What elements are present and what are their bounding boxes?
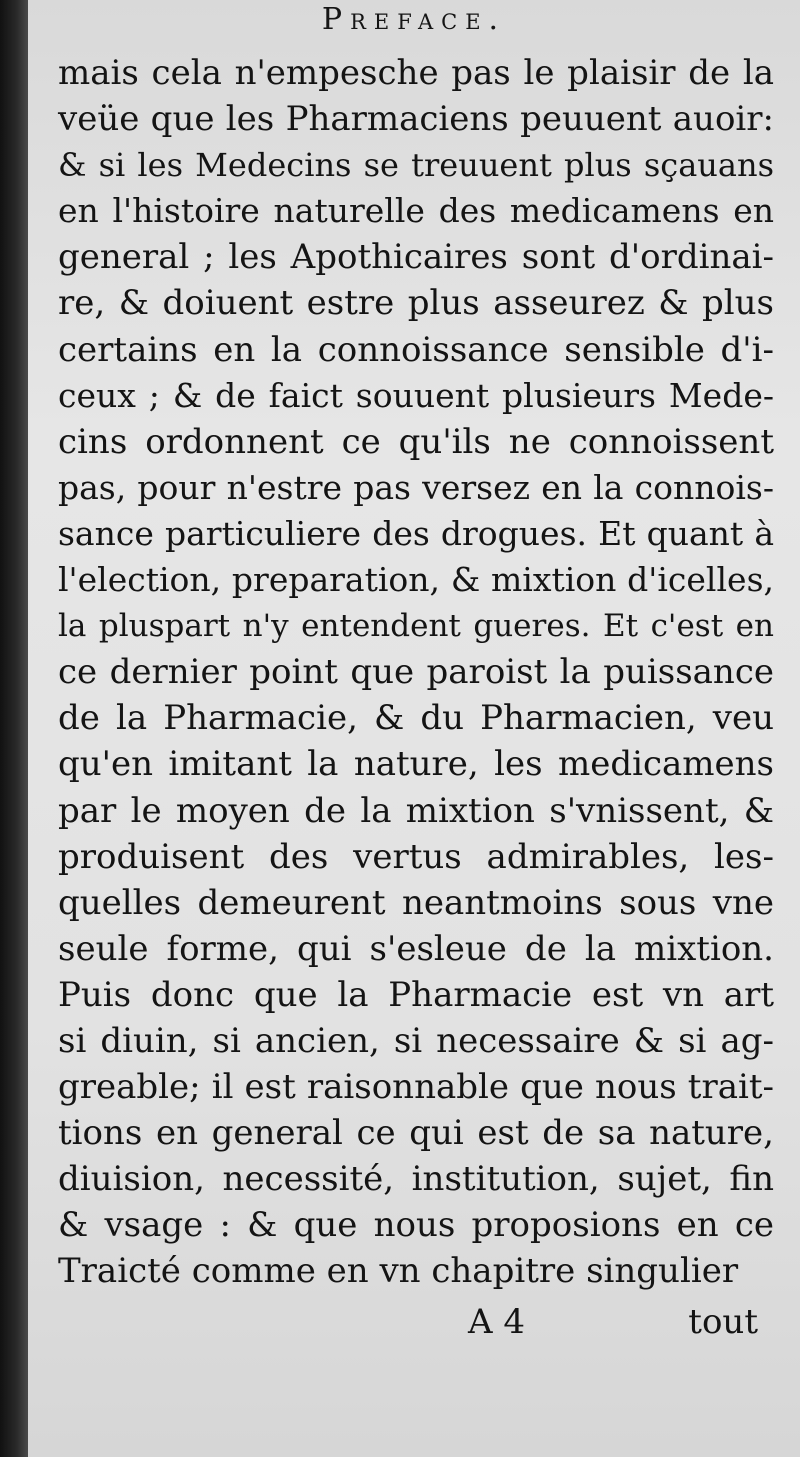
text-line: par le moyen de la mixtion s'vnissent, & bbox=[58, 790, 774, 831]
signature-mark: A 4 bbox=[468, 1302, 525, 1342]
text-line: ceux ; & de faict souuent plusieurs Mede- bbox=[58, 375, 774, 415]
text-line: & si les Medecins se treuuent plus sçauans bbox=[58, 146, 774, 185]
text-line: l'election, preparation, & mixtion d'icelles, bbox=[58, 560, 774, 600]
text-line: produisent des vertus admirables, les- bbox=[58, 836, 774, 877]
text-line: re, & doiuent estre plus asseurez & plus bbox=[58, 283, 774, 324]
body-text bbox=[58, 50, 774, 1295]
text-line: veüe que les Pharmaciens peuuent auoir: bbox=[58, 99, 774, 140]
text-line: seule forme, qui s'esleue de la mixtion. bbox=[58, 928, 774, 969]
text-line: diuision, necessité, institution, sujet, fin bbox=[58, 1159, 774, 1200]
text-line: pas, pour n'estre pas versez en la connois- bbox=[58, 467, 774, 507]
text-line: & vsage : & que nous proposions en ce bbox=[58, 1205, 774, 1246]
page-footer bbox=[28, 1300, 800, 1344]
text-line: de la Pharmacie, & du Pharmacien, veu bbox=[58, 698, 774, 739]
text-line: certains en la connoissance sensible d'i- bbox=[58, 329, 774, 370]
text-line: mais cela n'empesche pas le plaisir de la bbox=[58, 53, 774, 93]
text-line: general ; les Apothicaires sont d'ordinai- bbox=[58, 237, 774, 278]
catchword: tout bbox=[688, 1302, 758, 1342]
book-page bbox=[28, 0, 800, 1457]
text-line: sance particuliere des drogues. Et quant à bbox=[58, 513, 774, 553]
running-title: Preface. bbox=[321, 2, 507, 37]
text-line: qu'en imitant la nature, les medicamens bbox=[58, 744, 774, 785]
text-line: quelles demeurent neantmoins sous vne bbox=[58, 882, 774, 923]
text-line: greable; il est raisonnable que nous trait- bbox=[58, 1067, 774, 1108]
text-line: si diuin, si ancien, si necessaire & si ag- bbox=[58, 1020, 774, 1061]
text-line: tions en general ce qui est de sa nature, bbox=[58, 1113, 774, 1154]
text-line: ce dernier point que paroist la puissance bbox=[58, 652, 774, 693]
text-line: Puis donc que la Pharmacie est vn art bbox=[58, 974, 774, 1015]
text-line: en l'histoire naturelle des medicamens en bbox=[58, 191, 774, 231]
text-line: Traicté comme en vn chapitre singulier bbox=[58, 1251, 739, 1292]
binding-shadow bbox=[0, 0, 28, 1457]
text-line: la pluspart n'y entendent gueres. Et c'est en bbox=[58, 608, 774, 645]
text-line: cins ordonnent ce qu'ils ne connoissent bbox=[58, 421, 774, 462]
